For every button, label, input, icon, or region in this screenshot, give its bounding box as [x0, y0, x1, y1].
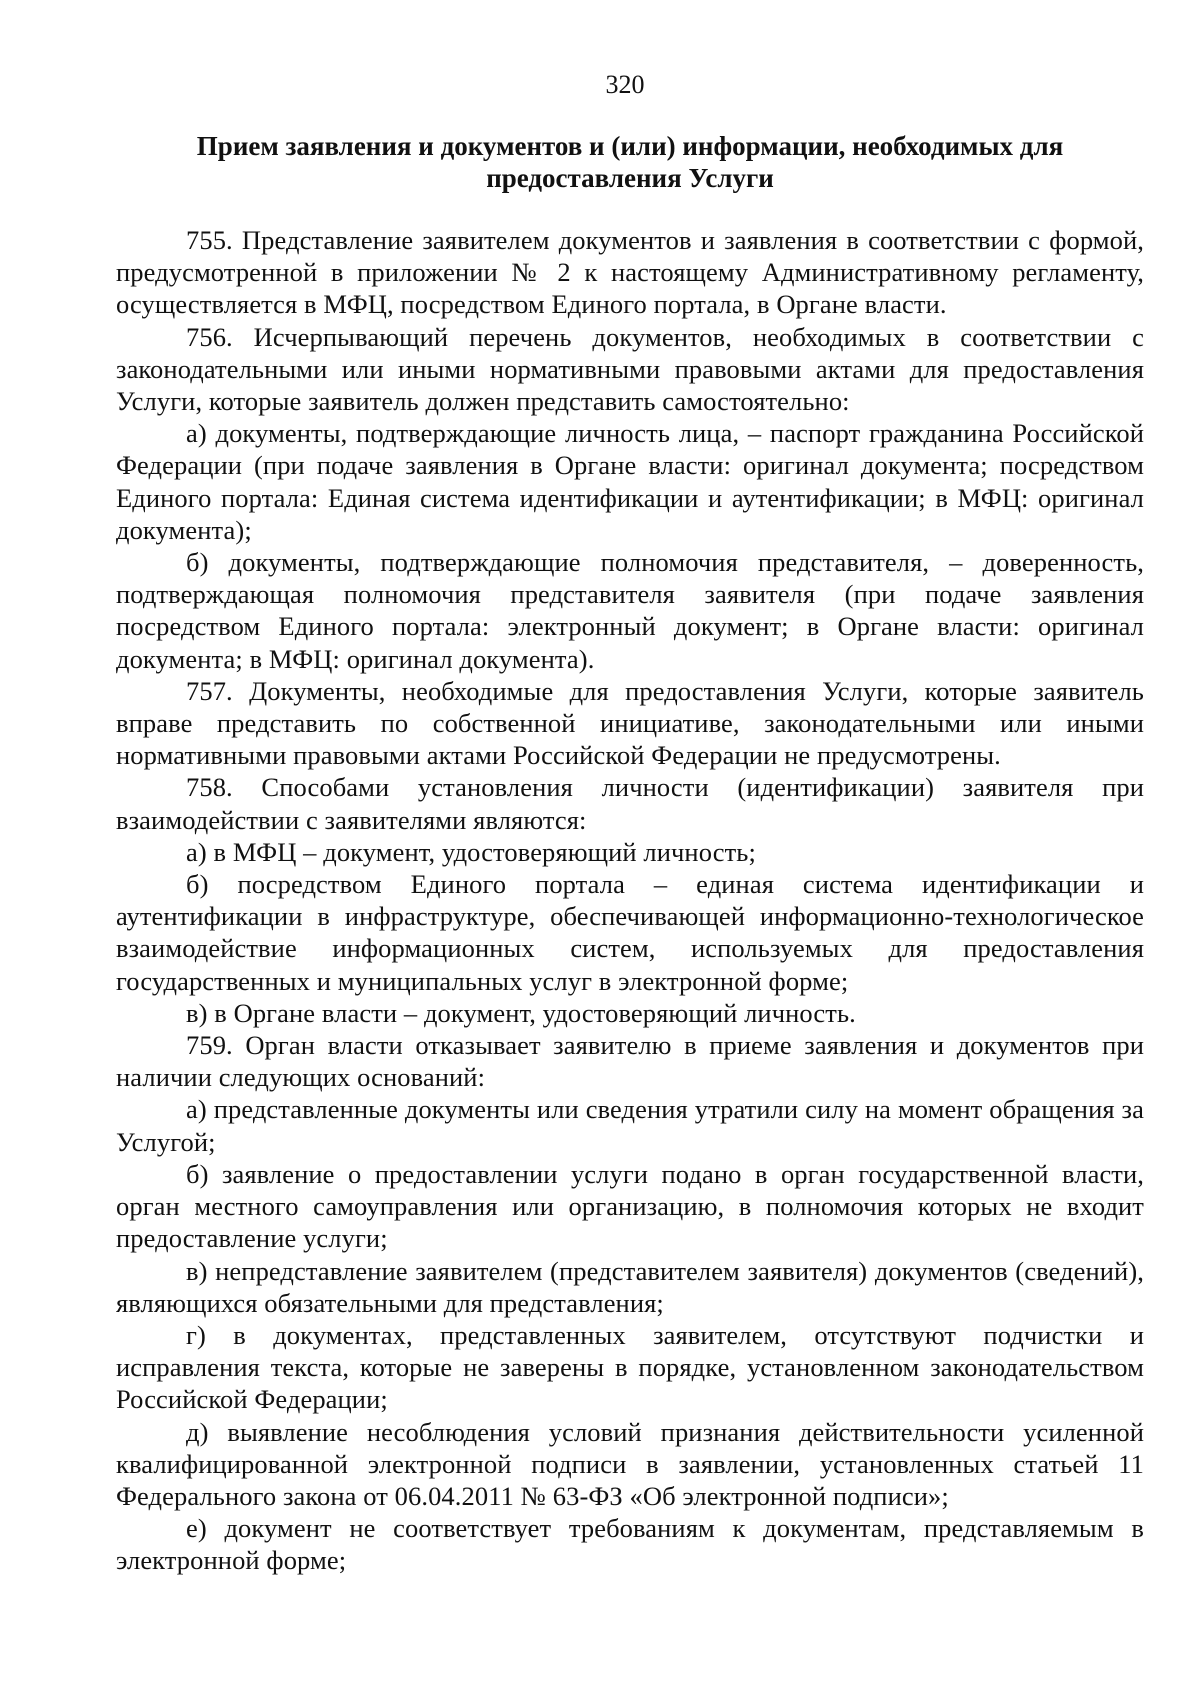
paragraph-756: 756. Исчерпывающий перечень документов, необходимых в соответствии с законодательными или иными нормативными правовыми актами для предоставления Услуги, которые заявитель должен представить самостоятельно: — [116, 321, 1144, 417]
page-number: 320 — [605, 70, 645, 99]
paragraph-756-b: б) документы, подтверждающие полномочия представителя, – доверенность, подтверждающая полномочия представителя заявителя (при подаче заявления посредством Единого портала: электронный документ; в Органе власти: оригинал документа; в МФЦ: оригинал документа). — [116, 547, 1144, 674]
paragraph-756-a: а) документы, подтверждающие личность лица, – паспорт гражданина Российской Федерации (при подаче заявления в Органе власти: оригинал документа; посредством Единого портала: Единая система идентификации и аутентификации; в МФЦ: оригинал документа); — [116, 418, 1144, 545]
paragraph-759-g: г) в документах, представленных заявителем, отсутствуют подчистки и исправления текста, которые не заверены в порядке, установленном законодательством Российской Федерации; — [116, 1319, 1144, 1415]
section-heading — [116, 130, 1144, 194]
paragraph-759-b: б) заявление о предоставлении услуги подано в орган государственной власти, орган местного самоуправления или организацию, в полномочия которых не входит предоставление услуги; — [116, 1158, 1144, 1254]
paragraph-758: 758. Способами установления личности (идентификации) заявителя при взаимодействии с заявителями являются: — [116, 772, 1144, 835]
heading-line-2: предоставления Услуги — [486, 163, 774, 193]
paragraph-759-e: е) документ не соответствует требованиям к документам, представляемым в электронной форме; — [116, 1513, 1144, 1576]
paragraph-757: 757. Документы, необходимые для предоставления Услуги, которые заявитель вправе представить по собственной инициативе, законодательными или иными нормативными правовыми актами Российской Федерации не предусмотрены. — [116, 675, 1144, 771]
heading-line-1: Прием заявления и документов и (или) информации, необходимых для — [196, 131, 1064, 161]
paragraph-759-v: в) непредставление заявителем (представителем заявителя) документов (сведений), являющихся обязательными для представления; — [116, 1255, 1144, 1318]
paragraph-759-d: д) выявление несоблюдения условий признания действительности усиленной квалифицированной электронной подписи в заявлении, установленных статьей 11 Федерального закона от 06.04.2011 № 63-ФЗ «Об электронной подписи»; — [116, 1416, 1144, 1511]
paragraph-758-b: б) посредством Единого портала – единая система идентификации и аутентификации в инфраструктуре, обеспечивающей информационно-технологическое взаимодействие информационных систем, используемых для предоставления государственных и муниципальных услуг в электронной форме; — [116, 869, 1144, 996]
paragraph-755: 755. Представление заявителем документов и заявления в соответствии с формой, предусмотренной в приложении № 2 к настоящему Административному регламенту, осуществляется в МФЦ, посредством Единого портала, в Органе власти. — [116, 225, 1144, 320]
paragraph-758-v: в) в Органе власти – документ, удостоверяющий личность. — [186, 997, 856, 1028]
paragraph-758-a: а) в МФЦ – документ, удостоверяющий личность; — [186, 836, 756, 867]
paragraph-759: 759. Орган власти отказывает заявителю в приеме заявления и документов при наличии следующих оснований: — [116, 1030, 1144, 1093]
paragraph-759-a: а) представленные документы или сведения утратили силу на момент обращения за Услугой; — [116, 1094, 1144, 1157]
